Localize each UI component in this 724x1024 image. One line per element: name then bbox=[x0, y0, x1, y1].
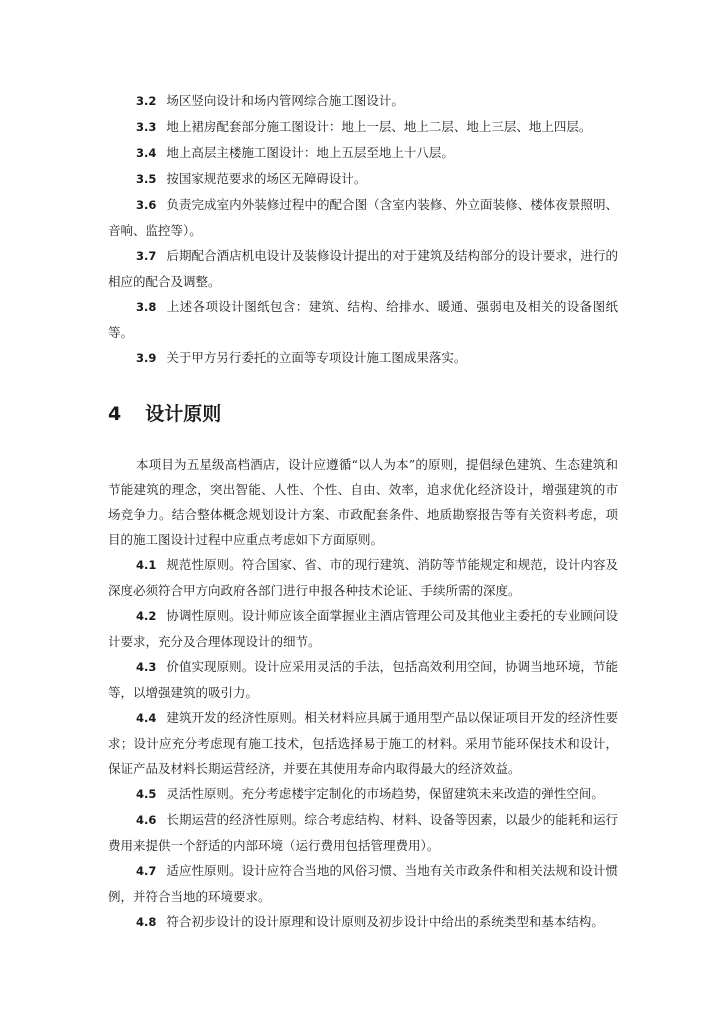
list-item bbox=[108, 243, 618, 294]
list-item bbox=[108, 807, 618, 858]
item-text: 地上高层主楼施工图设计：地上五层至地上十八层。 bbox=[166, 145, 454, 160]
list-item bbox=[108, 705, 618, 781]
item-number: 4.1 bbox=[136, 558, 157, 572]
list-item bbox=[108, 345, 618, 371]
list-item bbox=[108, 552, 618, 603]
section-heading bbox=[108, 399, 618, 426]
item-number: 4.8 bbox=[136, 915, 157, 929]
list-item bbox=[108, 294, 618, 345]
item-text: 关于甲方另行委托的立面等专项设计施工图成果落实。 bbox=[166, 350, 467, 365]
list-item bbox=[108, 166, 618, 192]
list-item bbox=[108, 88, 618, 114]
item-number: 3.3 bbox=[136, 120, 157, 134]
item-text: 后期配合酒店机电设计及装修设计提出的对于建筑及结构部分的设计要求，进行的相应的配合及调整。 bbox=[108, 248, 618, 289]
item-number: 3.5 bbox=[136, 172, 157, 186]
item-number: 3.9 bbox=[136, 351, 157, 365]
section-3-list bbox=[108, 88, 618, 371]
item-number: 4.3 bbox=[136, 660, 157, 674]
item-number: 3.6 bbox=[136, 198, 157, 212]
document-page bbox=[108, 88, 618, 935]
list-item bbox=[108, 114, 618, 140]
list-item bbox=[108, 781, 618, 807]
list-item bbox=[108, 858, 618, 909]
list-item bbox=[108, 192, 618, 243]
item-number: 4.7 bbox=[136, 864, 157, 878]
item-text: 规范性原则。符合国家、省、市的现行建筑、消防等节能规定和规范，设计内容及深度必须符合甲方向政府各部门进行申报各种技术论证、手续所需的深度。 bbox=[108, 557, 618, 598]
item-text: 符合初步设计的设计原理和设计原则及初步设计中给出的系统类型和基本结构。 bbox=[166, 914, 604, 929]
item-text: 协调性原则。设计师应该全面掌握业主酒店管理公司及其他业主委托的专业顾问设计要求，充分及合理体现设计的细节。 bbox=[108, 608, 618, 649]
item-text: 灵活性原则。充分考虑楼宇定制化的市场趋势，保留建筑未来改造的弹性空间。 bbox=[166, 786, 604, 801]
section-title: 设计原则 bbox=[145, 403, 222, 425]
item-text: 地上裙房配套部分施工图设计：地上一层、地上二层、地上三层、地上四层。 bbox=[166, 119, 592, 134]
item-number: 3.8 bbox=[136, 300, 157, 314]
section-number: 4 bbox=[108, 403, 122, 425]
list-item bbox=[108, 654, 618, 705]
item-number: 3.7 bbox=[136, 249, 157, 263]
item-number: 4.6 bbox=[136, 813, 157, 827]
item-text: 建筑开发的经济性原则。相关材料应具属于通用型产品以保证项目开发的经济性要求；设计应充分考虑现有施工技术，包括选择易于施工的材料。采用节能环保技术和设计，保证产品及材料长期运营经济，并要在其使用寿命内取得最大的经济效益。 bbox=[108, 710, 618, 776]
item-text: 价值实现原则。设计应采用灵活的手法，包括高效利用空间，协调当地环境，节能等，以增强建筑的吸引力。 bbox=[108, 659, 618, 700]
section-4-body bbox=[108, 452, 618, 935]
item-number: 3.4 bbox=[136, 146, 157, 160]
list-item bbox=[108, 909, 618, 935]
item-number: 4.5 bbox=[136, 787, 157, 801]
item-text: 场区竖向设计和场内管网综合施工图设计。 bbox=[166, 93, 404, 108]
item-number: 4.4 bbox=[136, 711, 157, 725]
item-text: 上述各项设计图纸包含：建筑、结构、给排水、暖通、强弱电及相关的设备图纸等。 bbox=[108, 299, 618, 340]
intro-paragraph: 本项目为五星级高档酒店，设计应遵循“以人为本”的原则，提倡绿色建筑、生态建筑和节能建筑的理念，突出智能、人性、个性、自由、效率，追求优化经济设计，增强建筑的市场竞争力。结合整体概念规划设计方案、市政配套条件、地质勘察报告等有关资料考虑，项目的施工图设计过程中应重点考虑如下方面原则。 bbox=[108, 457, 618, 547]
item-text: 长期运营的经济性原则。综合考虑结构、材料、设备等因素，以最少的能耗和运行费用来提供一个舒适的内部环境（运行费用包括管理费用）。 bbox=[108, 812, 618, 853]
item-number: 3.2 bbox=[136, 94, 157, 108]
item-text: 负责完成室内外装修过程中的配合图（含室内装修、外立面装修、楼体夜景照明、音响、监控等）。 bbox=[108, 197, 618, 238]
item-text: 适应性原则。设计应符合当地的风俗习惯、当地有关市政条件和相关法规和设计惯例，并符合当地的环境要求。 bbox=[108, 863, 618, 904]
item-number: 4.2 bbox=[136, 609, 157, 623]
list-item bbox=[108, 140, 618, 166]
item-text: 按国家规范要求的场区无障碍设计。 bbox=[166, 171, 367, 186]
list-item bbox=[108, 603, 618, 654]
